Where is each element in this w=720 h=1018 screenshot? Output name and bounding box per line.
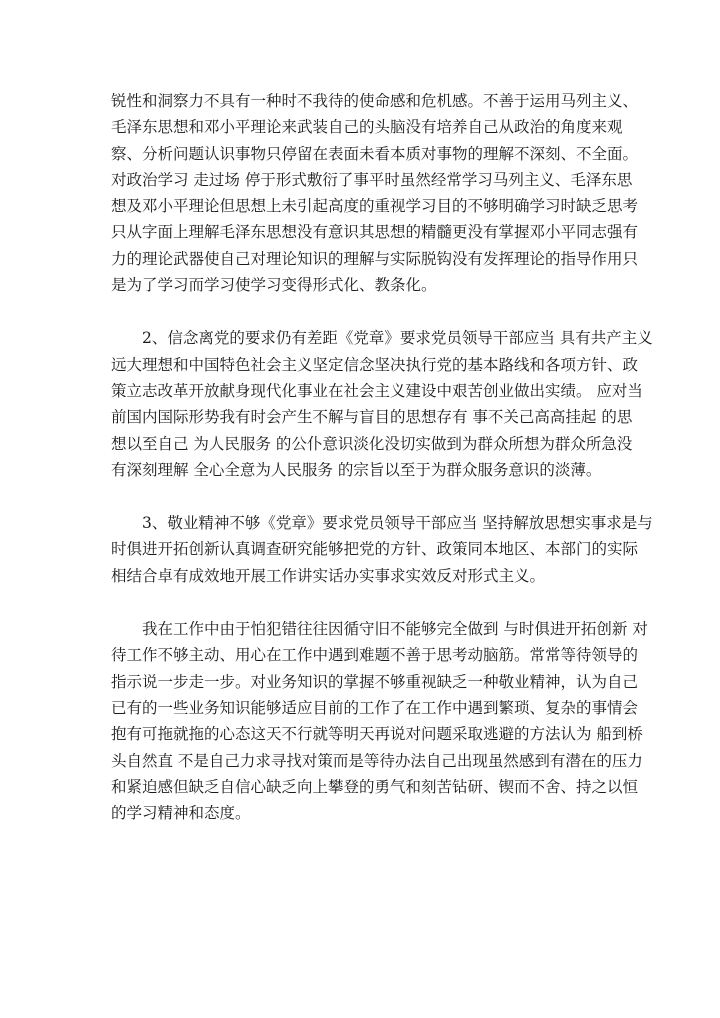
paragraph-spacer [111, 589, 607, 616]
text-line: 相结合卓有成效地开展工作讲实话办实事求实效反对形式主义。 [111, 566, 546, 585]
text-line: 远大理想和中国特色社会主义坚定信念坚决执行党的基本路线和各项方针、政 [111, 355, 639, 374]
text-line: 头自然直 不是自己力求寻找对策而是等待办法自己出现虽然感到有潜在的压力 [111, 751, 643, 770]
text-line: 待工作不够主动、用心在工作中遇到难题不善于思考动脑筋。常常等待领导的 [111, 646, 639, 665]
text-line: 时俱进开拓创新认真调查研究能够把党的方针、政策同本地区、本部门的实际 [111, 540, 639, 559]
text-line: 抱有可拖就拖的心态这天不行就等明天再说对问题采取逃避的方法认为 船到桥 [111, 725, 643, 744]
text-line: 的学习精神和态度。 [111, 804, 251, 823]
text-line: 指示说一步走一步。对业务知识的掌握不够重视缺乏一种敬业精神，认为自己 [111, 672, 639, 691]
paragraph-1 [111, 88, 639, 298]
text-line: 想以至自己 为人民服务 的公仆意识淡化没切实做到为群众所想为群众所急没 [111, 434, 633, 453]
text-line: 只从字面上理解毛泽东思想没有意识其思想的精髓更没有掌握邓小平同志强有 [111, 223, 639, 242]
text-line: 察、分析问题认识事物只停留在表面未看本质对事物的理解不深刻、不全面。 [111, 144, 639, 163]
text-line: 3、敬业精神不够《党章》要求党员领导干部应当 坚持解放思想实事求是与 [142, 514, 653, 533]
text-line: 已有的一些业务知识能够适应目前的工作了在工作中遇到繁琐、复杂的事情会 [111, 698, 639, 717]
text-line: 和紧迫感但缺乏自信心缺乏向上攀登的勇气和刻苦钻研、锲而不舍、持之以恒 [111, 777, 639, 796]
paragraph-spacer [111, 298, 607, 325]
paragraph-4 [111, 616, 648, 826]
text-line: 毛泽东思想和邓小平理论来武装自己的头脑没有培养自己从政治的角度来观 [111, 118, 623, 137]
text-line: 是为了学习而学习使学习变得形式化、教条化。 [111, 276, 437, 295]
text-line: 有深刻理解 全心全意为人民服务 的宗旨以至于为群众服务意识的淡薄。 [111, 460, 602, 479]
text-line: 2、信念离党的要求仍有差距《党章》要求党员领导干部应当 具有共产主义 [142, 329, 653, 348]
text-line: 想及邓小平理论但思想上未引起高度的重视学习目的不够明确学习时缺乏思考 [111, 197, 639, 216]
text-line: 我在工作中由于怕犯错往往因循守旧不能够完全做到 与时俱进开拓创新 对 [142, 620, 648, 639]
text-line: 策立志改革开放献身现代化事业在社会主义建设中艰苦创业做出实绩。 应对当 [111, 381, 643, 400]
paragraph-spacer [111, 483, 607, 510]
text-line: 锐性和洞察力不具有一种时不我待的使命感和危机感。不善于运用马列主义、 [111, 92, 639, 110]
paragraph-2 [111, 325, 653, 483]
text-line: 对政治学习 走过场 停于形式敷衍了事平时虽然经常学习马列主义、毛泽东思 [111, 170, 633, 189]
text-line: 力的理论武器使自己对理论知识的理解与实际脱钩没有发挥理论的指导作用只 [111, 249, 639, 268]
document-body [111, 88, 653, 826]
paragraph-3 [111, 510, 653, 589]
text-line: 前国内国际形势我有时会产生不解与盲目的思想存有 事不关己高高挂起 的思 [111, 408, 633, 427]
